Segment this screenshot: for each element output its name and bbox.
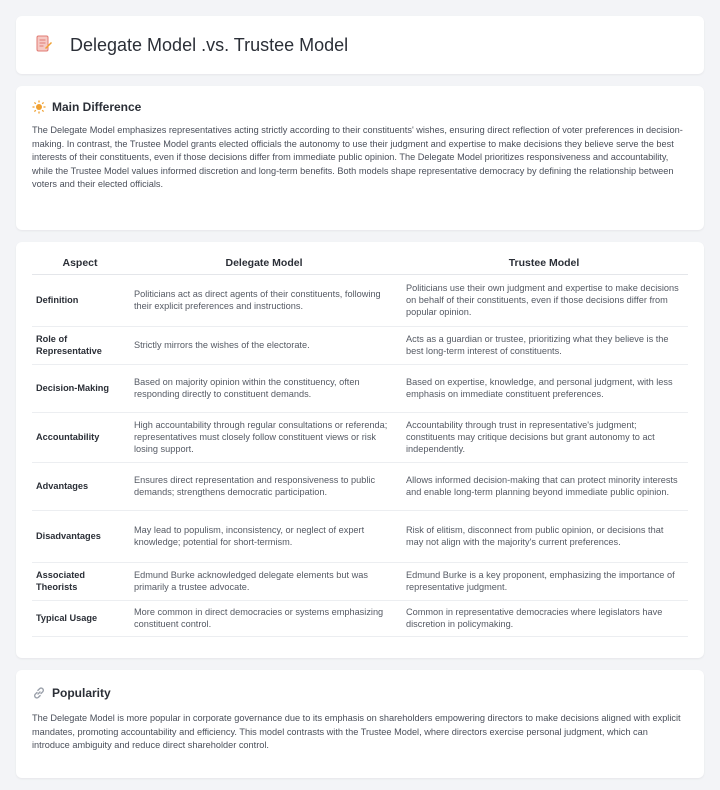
table-row <box>32 462 688 510</box>
column-header: Trustee Model <box>400 252 688 274</box>
document-icon <box>36 35 52 53</box>
sun-icon <box>32 100 46 114</box>
delegate-cell: High accountability through regular consultations or referenda; representatives must closely follow constituent views or risk losing support. <box>128 412 400 462</box>
table-row <box>32 274 688 326</box>
trustee-cell: Edmund Burke is a key proponent, emphasizing the importance of representative judgment. <box>400 562 688 600</box>
column-header: Delegate Model <box>128 252 400 274</box>
delegate-cell: Ensures direct representation and responsiveness to public demands; strengthens democratic participation. <box>128 462 400 510</box>
delegate-cell: Edmund Burke acknowledged delegate elements but was primarily a trustee advocate. <box>128 562 400 600</box>
aspect-cell: Associated Theorists <box>32 562 128 600</box>
aspect-cell: Decision-Making <box>32 364 128 412</box>
trustee-cell: Common in representative democracies where legislators have discretion in policymaking. <box>400 600 688 636</box>
header-card <box>16 16 704 74</box>
delegate-cell: More common in direct democracies or systems emphasizing constituent control. <box>128 600 400 636</box>
popularity-section <box>16 670 704 778</box>
column-header: Aspect <box>32 252 128 274</box>
trustee-cell: Acts as a guardian or trustee, prioritizing what they believe is the best long-term interest of constituents. <box>400 326 688 364</box>
page-title: Delegate Model .vs. Trustee Model <box>70 35 349 55</box>
delegate-cell: Politicians act as direct agents of their constituents, following their explicit preferences and instructions. <box>128 274 400 326</box>
main-difference-section <box>16 86 704 230</box>
aspect-cell: Typical Usage <box>32 600 128 636</box>
table-row <box>32 412 688 462</box>
link-icon <box>32 686 46 700</box>
trustee-cell: Based on expertise, knowledge, and personal judgment, with less emphasis on immediate constituent preferences. <box>400 364 688 412</box>
table-row <box>32 364 688 412</box>
aspect-cell: Role of Representative <box>32 326 128 364</box>
trustee-cell: Politicians use their own judgment and expertise to make decisions on behalf of their constituents, even if those decisions differ from popular opinion. <box>400 274 688 326</box>
aspect-cell: Definition <box>32 274 128 326</box>
section-heading: Main Difference <box>52 100 142 114</box>
section-heading: Popularity <box>52 686 111 700</box>
table-row <box>32 562 688 600</box>
trustee-cell: Risk of elitism, disconnect from public opinion, or decisions that may not align with the majority's current preferences. <box>400 510 688 562</box>
table-row <box>32 600 688 636</box>
table-row <box>32 326 688 364</box>
section-text: The Delegate Model is more popular in corporate governance due to its emphasis on shareholders empowering directors to make decisions aligned with explicit mandates, promoting accountability and efficiency. This model contrasts with the Trustee Model, where directors exercise personal judgment, which can introduce ambiguity and reduce direct shareholder control. <box>32 713 681 750</box>
delegate-cell: Based on majority opinion within the constituency, often responding directly to constituent demands. <box>128 364 400 412</box>
table-header-row <box>32 252 688 274</box>
delegate-cell: May lead to populism, inconsistency, or neglect of expert knowledge; potential for short-termism. <box>128 510 400 562</box>
aspect-cell: Accountability <box>32 412 128 462</box>
delegate-cell: Strictly mirrors the wishes of the electorate. <box>128 326 400 364</box>
aspect-cell: Advantages <box>32 462 128 510</box>
aspect-cell: Disadvantages <box>32 510 128 562</box>
comparison-table <box>32 252 688 637</box>
table-row <box>32 510 688 562</box>
trustee-cell: Allows informed decision-making that can protect minority interests and enable long-term planning beyond immediate public opinion. <box>400 462 688 510</box>
trustee-cell: Accountability through trust in representative's judgment; constituents may critique decisions but grant autonomy to act independently. <box>400 412 688 462</box>
comparison-table-card <box>16 242 704 658</box>
section-text: The Delegate Model emphasizes representatives acting strictly according to their constituents' wishes, ensuring direct reflection of voter preferences in decision-making. In contrast, the Trustee Model grants elected officials the autonomy to use their judgment and expertise to make decisions they believe serve the best interests of their constituents, even if those decisions differ from immediate public opinion. The Delegate Model prioritizes responsiveness and accountability, while the Trustee Model values informed discretion and long-term benefits. Both models shape representative democracy by defining the relationship between voters and their elected officials. <box>32 125 683 189</box>
